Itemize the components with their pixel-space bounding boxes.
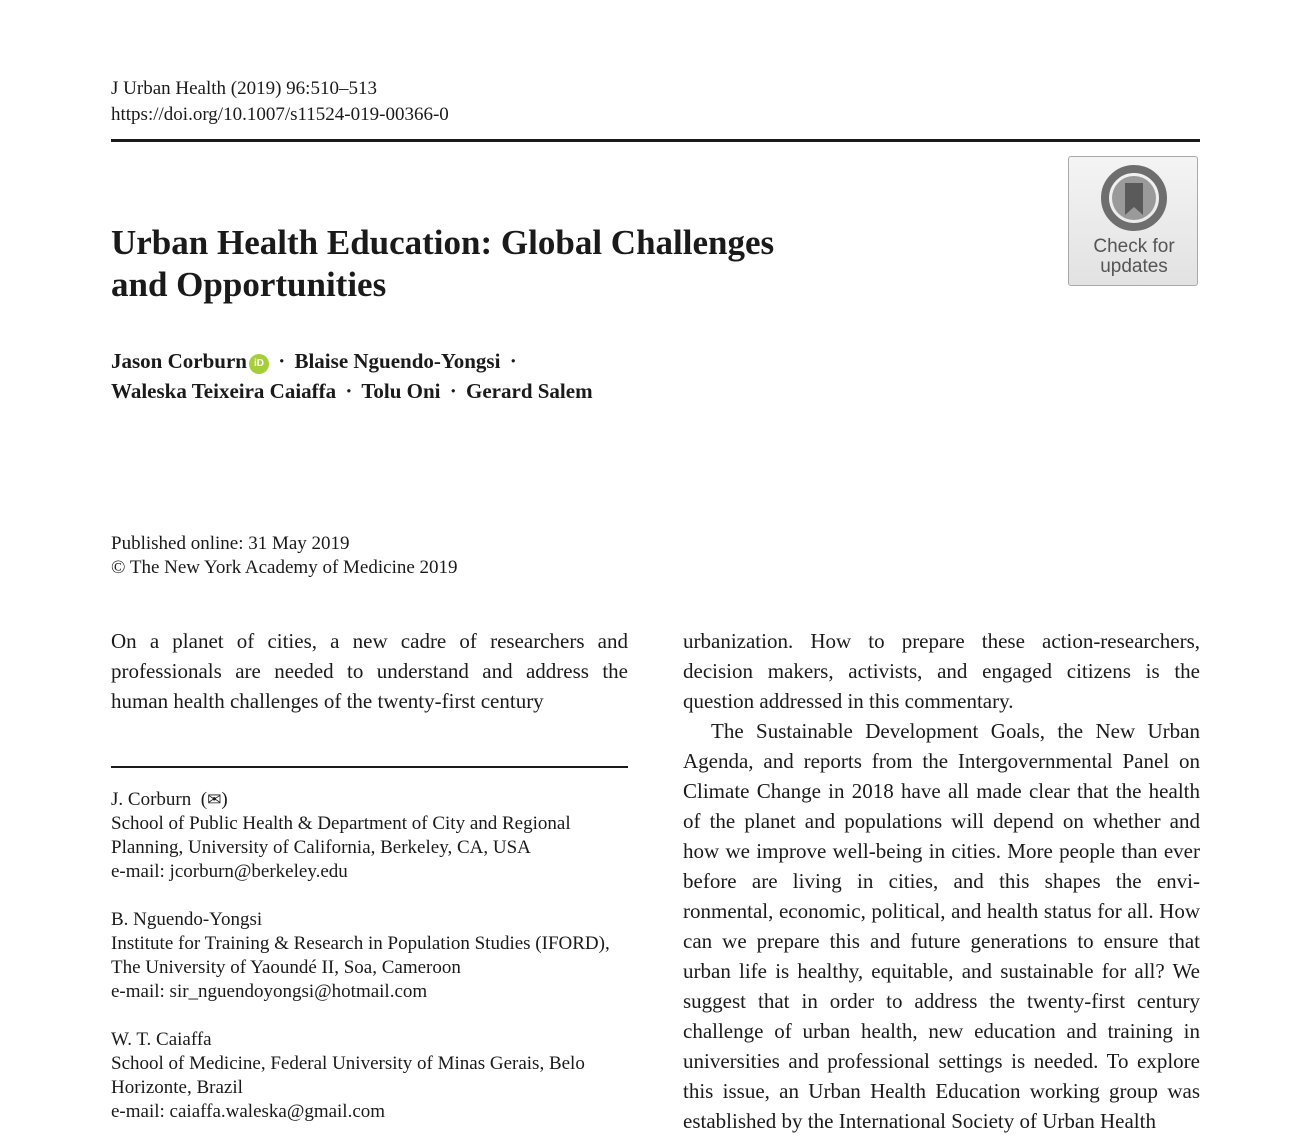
title-line-2: and Opportunities xyxy=(111,265,387,304)
author-separator: · xyxy=(278,349,286,373)
affiliation-name: J. Corburn xyxy=(111,789,192,810)
author-name[interactable]: Blaise Nguendo-Yongsi xyxy=(294,349,501,373)
affiliation-line: School of Public Health & Department of City and Regional xyxy=(111,813,571,834)
affiliation-line: Horizonte, Brazil xyxy=(111,1077,243,1098)
affiliation-corburn: J. Corburn (✉) School of Public Health & Department of City and Regional Planning, University of California, Berkeley, CA, USA e-mail: jcorburn@berkeley.edu xyxy=(111,788,641,884)
affiliations xyxy=(111,788,641,1148)
affiliation-line: Institute for Training & Research in Population Studies (IFORD), xyxy=(111,933,610,954)
article-title xyxy=(111,222,991,306)
published-date: Published online: 31 May 2019 xyxy=(111,533,350,554)
affiliation-line: Planning, University of California, Berkeley, CA, USA xyxy=(111,837,531,858)
affiliation-caiaffa xyxy=(111,1028,641,1124)
badge-line-1: Check for xyxy=(1093,236,1175,257)
affiliation-nguendo-yongsi xyxy=(111,908,641,1004)
body-paragraph: urbanization. How to prepare these action-researchers, decision makers, activists, and engaged citizens is the question addressed in this commentary. xyxy=(683,629,1200,713)
author-name[interactable]: Waleska Teixeira Caiaffa xyxy=(111,379,337,403)
header-rule xyxy=(111,139,1200,142)
author-list xyxy=(111,346,593,406)
author-name[interactable]: Jason Corburn xyxy=(111,349,247,373)
copyright-notice: © The New York Academy of Medicine 2019 xyxy=(111,557,458,578)
check-for-updates-badge[interactable] xyxy=(1068,156,1198,286)
author-name[interactable]: Gerard Salem xyxy=(466,379,593,403)
affiliation-line: The University of Yaoundé II, Soa, Cameroon xyxy=(111,957,461,978)
badge-line-2: updates xyxy=(1100,256,1168,277)
affiliation-email[interactable]: e-mail: sir_nguendoyongsi@hotmail.com xyxy=(111,981,428,1002)
badge-text xyxy=(1069,237,1199,277)
footnote-rule xyxy=(111,766,628,768)
journal-header xyxy=(111,76,449,128)
author-separator: · xyxy=(449,379,457,403)
body-paragraph: The Sustainable Development Goals, the New Urban Agenda, and reports from the Intergovernmental Panel on Climate Change in 2018 have all made clear that the health of the planet and populations will depend on whether and how we improve well-being in cities. More people than ever before are living in cities, and this shapes the envi-ronmental, economic, political, and health status for all. How can we prepare this and future generations to ensure that urban life is healthy, equitable, and sustainable for all? We suggest that in order to address the twenty-first century challenge of urban health, new education and training in universities and professional settings is needed. To explore this issue, an Urban Health Education working group was established by the International Society of Urban Health xyxy=(683,719,1200,1133)
envelope-icon[interactable]: ✉ xyxy=(207,790,222,810)
author-name[interactable]: Tolu Oni xyxy=(361,379,441,403)
affiliation-name: B. Nguendo-Yongsi xyxy=(111,909,263,930)
body-paragraph: On a planet of cities, a new cadre of researchers and professionals are needed to understand and address the human health challenges of the twenty-first century xyxy=(111,629,628,713)
journal-citation: J Urban Health (2019) 96:510–513 xyxy=(111,78,377,99)
doi-link[interactable]: https://doi.org/10.1007/s11524-019-00366-0 xyxy=(111,104,449,125)
bookmark-ring-icon xyxy=(1099,163,1169,233)
affiliation-line: School of Medicine, Federal University of Minas Gerais, Belo xyxy=(111,1053,585,1074)
affiliation-name: W. T. Caiaffa xyxy=(111,1029,212,1050)
publication-info xyxy=(111,532,458,580)
title-line-1: Urban Health Education: Global Challenges xyxy=(111,223,775,262)
body-left-column xyxy=(111,626,628,716)
affiliation-email[interactable]: e-mail: jcorburn@berkeley.edu xyxy=(111,861,348,882)
author-separator: · xyxy=(345,379,353,403)
author-line-2 xyxy=(111,376,593,406)
orcid-icon[interactable]: iD xyxy=(249,354,269,374)
body-right-column xyxy=(683,626,1200,1136)
author-line-1 xyxy=(111,346,593,376)
author-separator: · xyxy=(509,349,517,373)
affiliation-email[interactable]: e-mail: caiaffa.waleska@gmail.com xyxy=(111,1101,386,1122)
